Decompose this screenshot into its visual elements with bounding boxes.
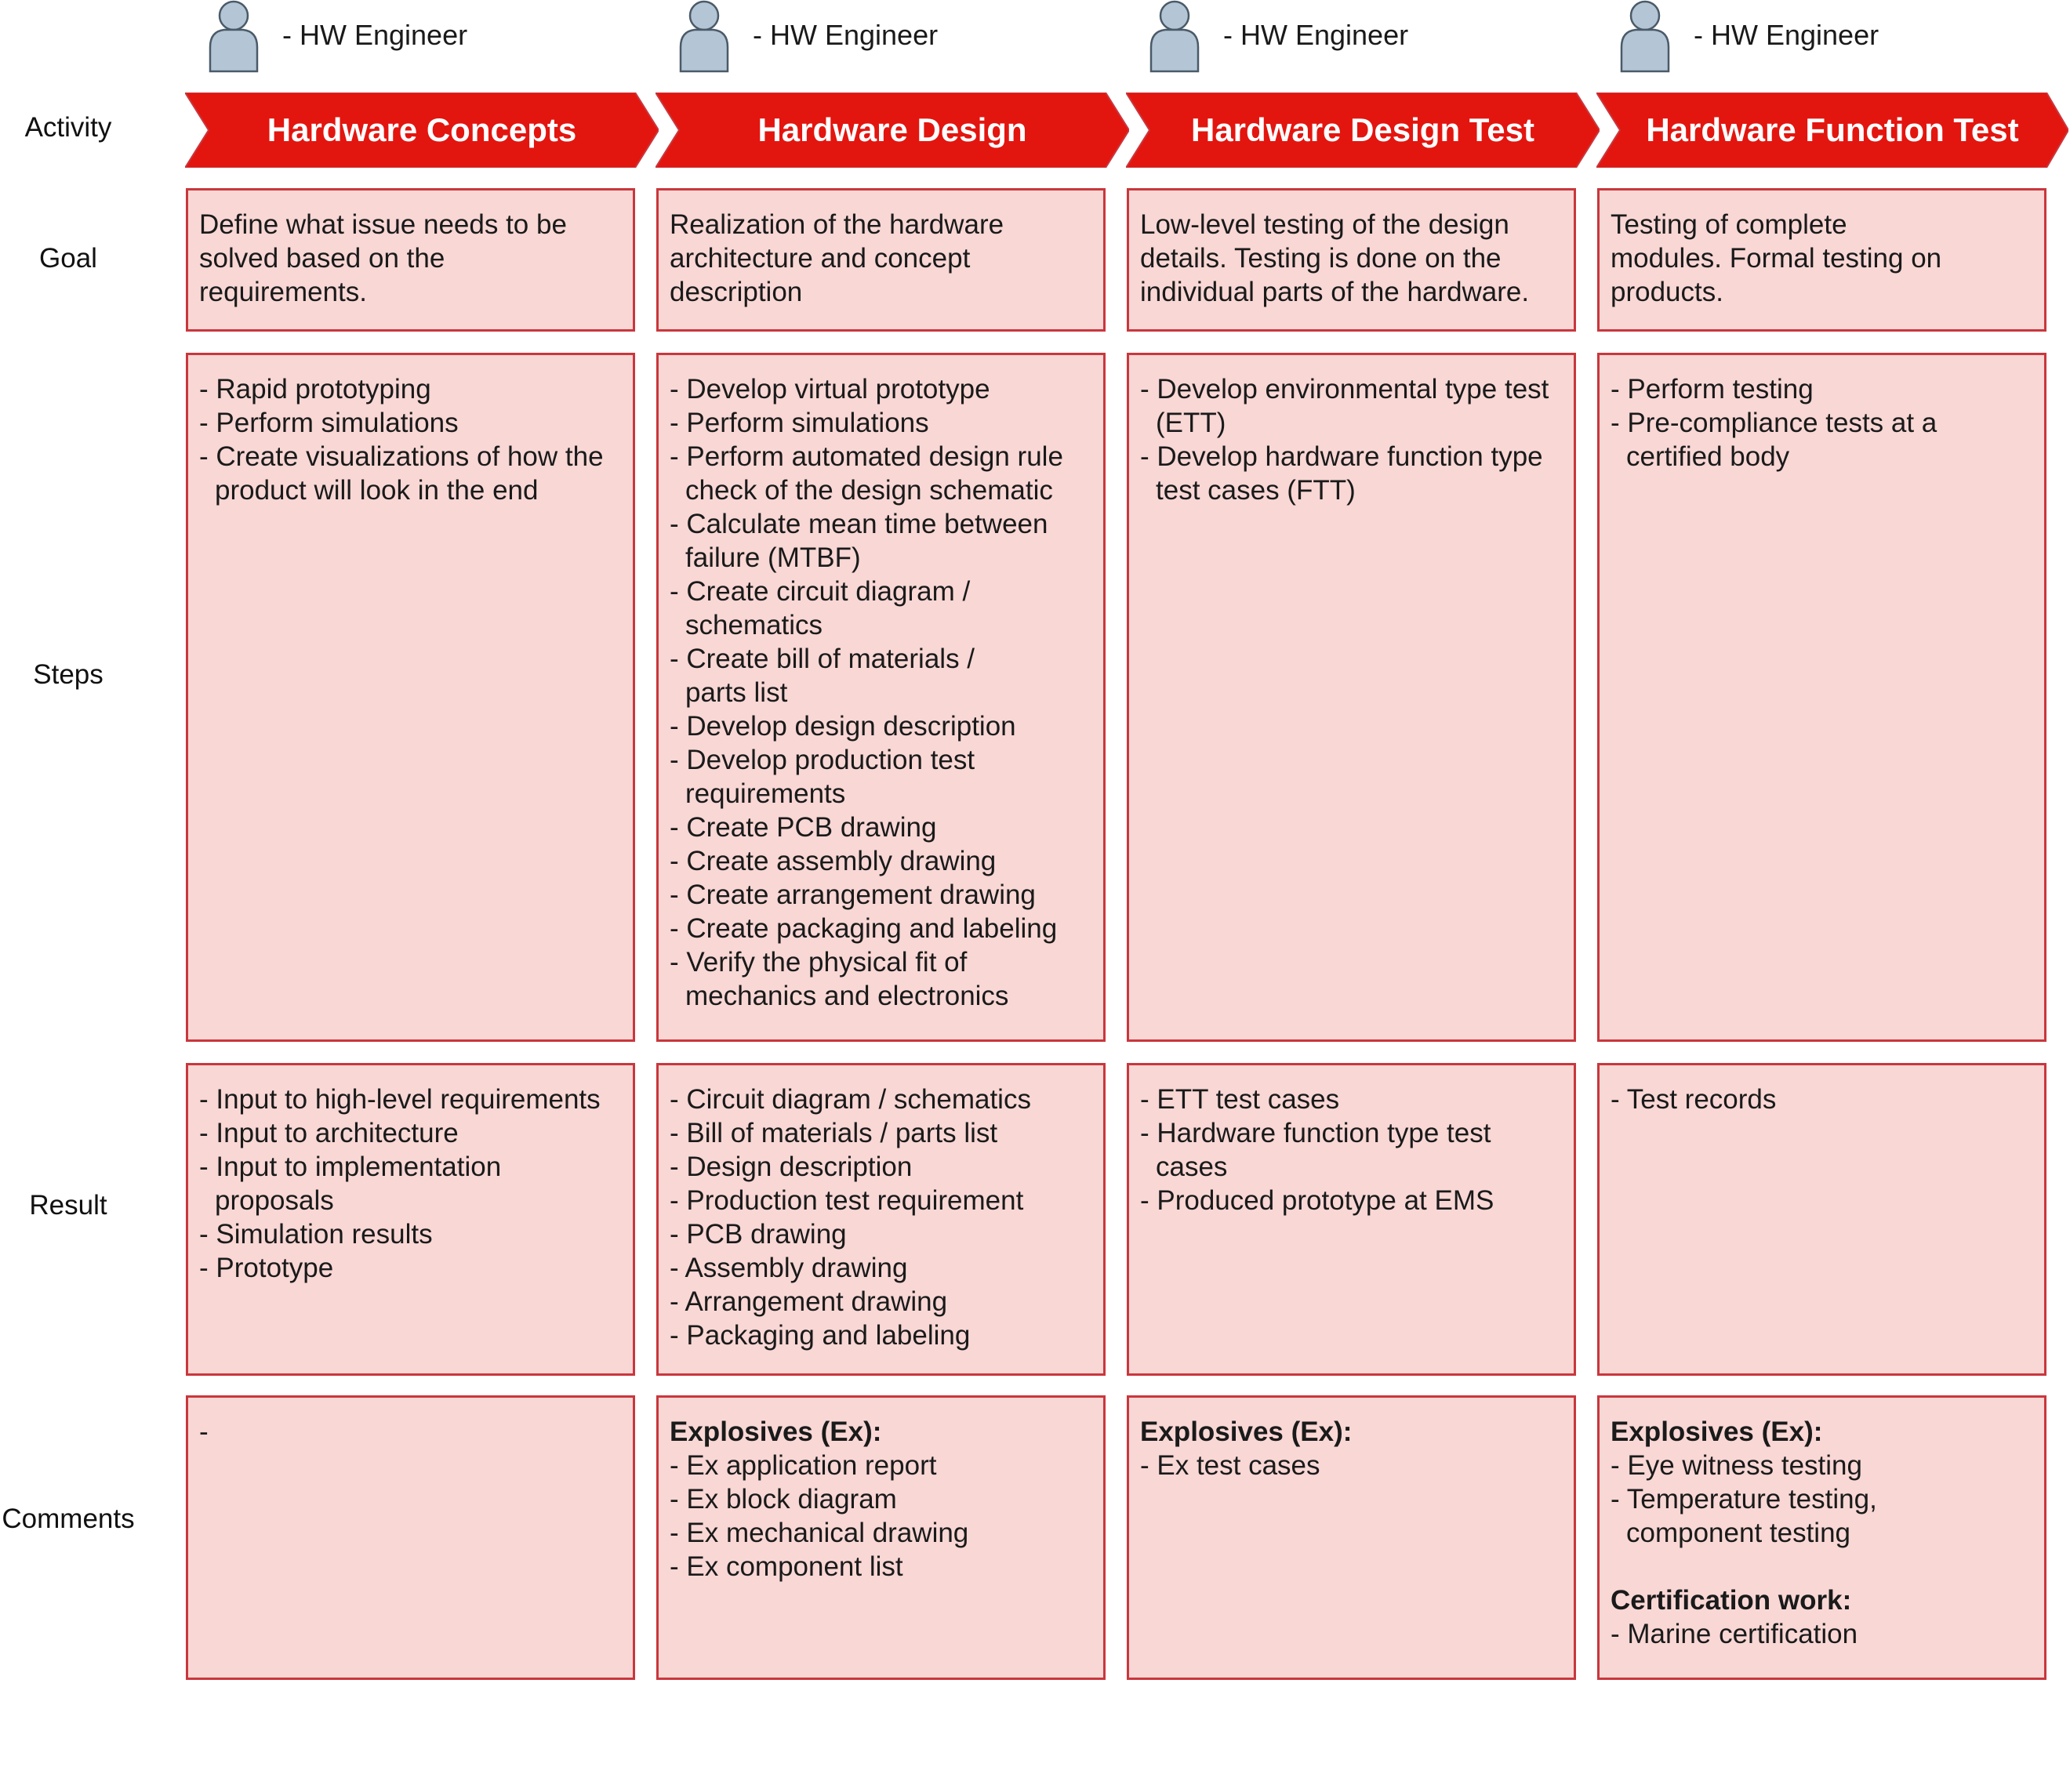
result-line: - Input to high-level requirements (199, 1084, 601, 1115)
comments-box-2 (656, 1395, 1106, 1680)
comments-line: - Ex component list (670, 1551, 903, 1582)
steps-line: - Create arrangement drawing (670, 880, 1036, 910)
steps-line: mechanics and electronics (685, 981, 1009, 1011)
result-line: - Input to architecture (199, 1118, 459, 1148)
goal-line: products. (1611, 277, 1723, 307)
activity-title: Hardware Design (757, 111, 1027, 148)
comments-line: - Ex mechanical drawing (670, 1518, 969, 1548)
steps-line: - Create packaging and labeling (670, 913, 1058, 944)
steps-box-3 (1127, 353, 1576, 1042)
steps-line: - Create assembly drawing (670, 846, 997, 876)
person-icon (1149, 0, 1200, 73)
steps-line: - Pre-compliance tests at a (1611, 408, 1937, 438)
result-line: - Input to implementation (199, 1152, 502, 1182)
comments-line: Explosives (Ex): (1611, 1417, 1823, 1447)
comments-line: - Marine certification (1611, 1619, 1858, 1649)
comments-line: Certification work: (1611, 1585, 1852, 1616)
steps-line: - Develop environmental type test (1140, 374, 1549, 404)
comments-line: component testing (1626, 1518, 1851, 1548)
goal-line: architecture and concept (670, 243, 971, 274)
result-line: - Bill of materials / parts list (670, 1118, 998, 1148)
role-hw-engineer-3 (1149, 0, 1447, 74)
steps-line: - Rapid prototyping (199, 374, 431, 404)
role-hw-engineer-2 (679, 0, 977, 74)
comments-line: - Temperature testing, (1611, 1484, 1877, 1514)
activity-hardware-design-test (1126, 93, 1600, 168)
goal-line: solved based on the (199, 243, 445, 274)
goal-box-2 (656, 188, 1106, 332)
steps-line: - Develop virtual prototype (670, 374, 990, 404)
steps-line: - Create PCB drawing (670, 812, 937, 843)
activity-title: Hardware Concepts (267, 111, 577, 148)
steps-line: test cases (FTT) (1156, 475, 1356, 506)
result-line: - Test records (1611, 1084, 1777, 1115)
role-hw-engineer-1 (209, 0, 507, 74)
activity-hardware-concepts (185, 93, 659, 168)
steps-box-2 (656, 353, 1106, 1042)
goal-line: details. Testing is done on the (1140, 243, 1502, 274)
result-box-4 (1597, 1063, 2046, 1376)
comments-line: - Ex test cases (1140, 1450, 1320, 1481)
person-icon (1620, 0, 1670, 73)
steps-line: - Create visualizations of how the (199, 441, 604, 472)
steps-line: - Develop production test (670, 745, 975, 775)
comments-line: - (199, 1417, 209, 1447)
steps-line: (ETT) (1156, 408, 1226, 438)
goal-line: requirements. (199, 277, 367, 307)
result-line: - Arrangement drawing (670, 1286, 948, 1317)
steps-line: - Calculate mean time between (670, 509, 1048, 539)
comments-line: Explosives (Ex): (670, 1417, 882, 1447)
activity-hardware-design (656, 93, 1129, 168)
goal-box-1 (186, 188, 635, 332)
result-line: - PCB drawing (670, 1219, 847, 1250)
result-line: - Circuit diagram / schematics (670, 1084, 1031, 1115)
person-icon (679, 0, 729, 73)
result-box-1 (186, 1063, 635, 1376)
result-box-3 (1127, 1063, 1576, 1376)
result-line: - Produced prototype at EMS (1140, 1185, 1494, 1216)
steps-line: product will look in the end (215, 475, 539, 506)
comments-line: Explosives (Ex): (1140, 1417, 1353, 1447)
comments-line: - Eye witness testing (1611, 1450, 1862, 1481)
result-line: - Simulation results (199, 1219, 433, 1250)
steps-line: - Create bill of materials / (670, 644, 975, 674)
steps-line: check of the design schematic (685, 475, 1053, 506)
role-label: - HW Engineer (282, 19, 468, 51)
steps-box-1 (186, 353, 635, 1042)
activity-title: Hardware Function Test (1646, 111, 2019, 148)
comments-line (1611, 1550, 2033, 1583)
steps-box-4 (1597, 353, 2046, 1042)
steps-line: - Perform simulations (670, 408, 929, 438)
result-line: - Design description (670, 1152, 913, 1182)
result-line: - ETT test cases (1140, 1084, 1340, 1115)
goal-line: Realization of the hardware (670, 209, 1004, 240)
activity-hardware-function-test (1596, 93, 2068, 168)
comments-line: - Ex application report (670, 1450, 937, 1481)
steps-line: - Create circuit diagram / (670, 576, 971, 607)
row-label-result: Result (29, 1190, 107, 1221)
goal-line: Low-level testing of the design (1140, 209, 1509, 240)
role-label: - HW Engineer (1223, 19, 1409, 51)
steps-line: requirements (685, 778, 846, 809)
row-label-steps: Steps (33, 659, 104, 690)
result-line: - Hardware function type test (1140, 1118, 1491, 1148)
steps-line: - Verify the physical fit of (670, 947, 968, 978)
steps-line: - Develop design description (670, 711, 1016, 742)
steps-line: - Perform testing (1611, 374, 1814, 404)
goal-line: Define what issue needs to be (199, 209, 567, 240)
role-hw-engineer-4 (1620, 0, 1918, 74)
result-line: - Assembly drawing (670, 1253, 908, 1283)
goal-box-4 (1597, 188, 2046, 332)
steps-line: - Perform automated design rule (670, 441, 1063, 472)
goal-line: description (670, 277, 803, 307)
goal-box-3 (1127, 188, 1576, 332)
role-label: - HW Engineer (1694, 19, 1879, 51)
steps-line: certified body (1626, 441, 1790, 472)
comments-box-3 (1127, 1395, 1576, 1680)
role-label: - HW Engineer (753, 19, 939, 51)
steps-line: failure (MTBF) (685, 542, 861, 573)
steps-line: schematics (685, 610, 823, 640)
activity-title: Hardware Design Test (1190, 111, 1535, 148)
row-label-comments: Comments (2, 1504, 135, 1534)
result-line: - Packaging and labeling (670, 1320, 971, 1351)
comments-box-4 (1597, 1395, 2046, 1680)
person-icon (209, 0, 259, 73)
row-label-activity: Activity (24, 112, 112, 143)
steps-line: parts list (685, 677, 788, 708)
result-line: cases (1156, 1152, 1228, 1182)
result-line: proposals (215, 1185, 334, 1216)
steps-line: - Perform simulations (199, 408, 459, 438)
comments-box-1 (186, 1395, 635, 1680)
goal-line: Testing of complete (1611, 209, 1847, 240)
goal-line: individual parts of the hardware. (1140, 277, 1530, 307)
goal-line: modules. Formal testing on (1611, 243, 1942, 274)
result-box-2 (656, 1063, 1106, 1376)
steps-line: - Develop hardware function type (1140, 441, 1543, 472)
result-line: - Production test requirement (670, 1185, 1024, 1216)
result-line: - Prototype (199, 1253, 334, 1283)
comments-line: - Ex block diagram (670, 1484, 897, 1514)
row-label-goal: Goal (39, 243, 97, 274)
